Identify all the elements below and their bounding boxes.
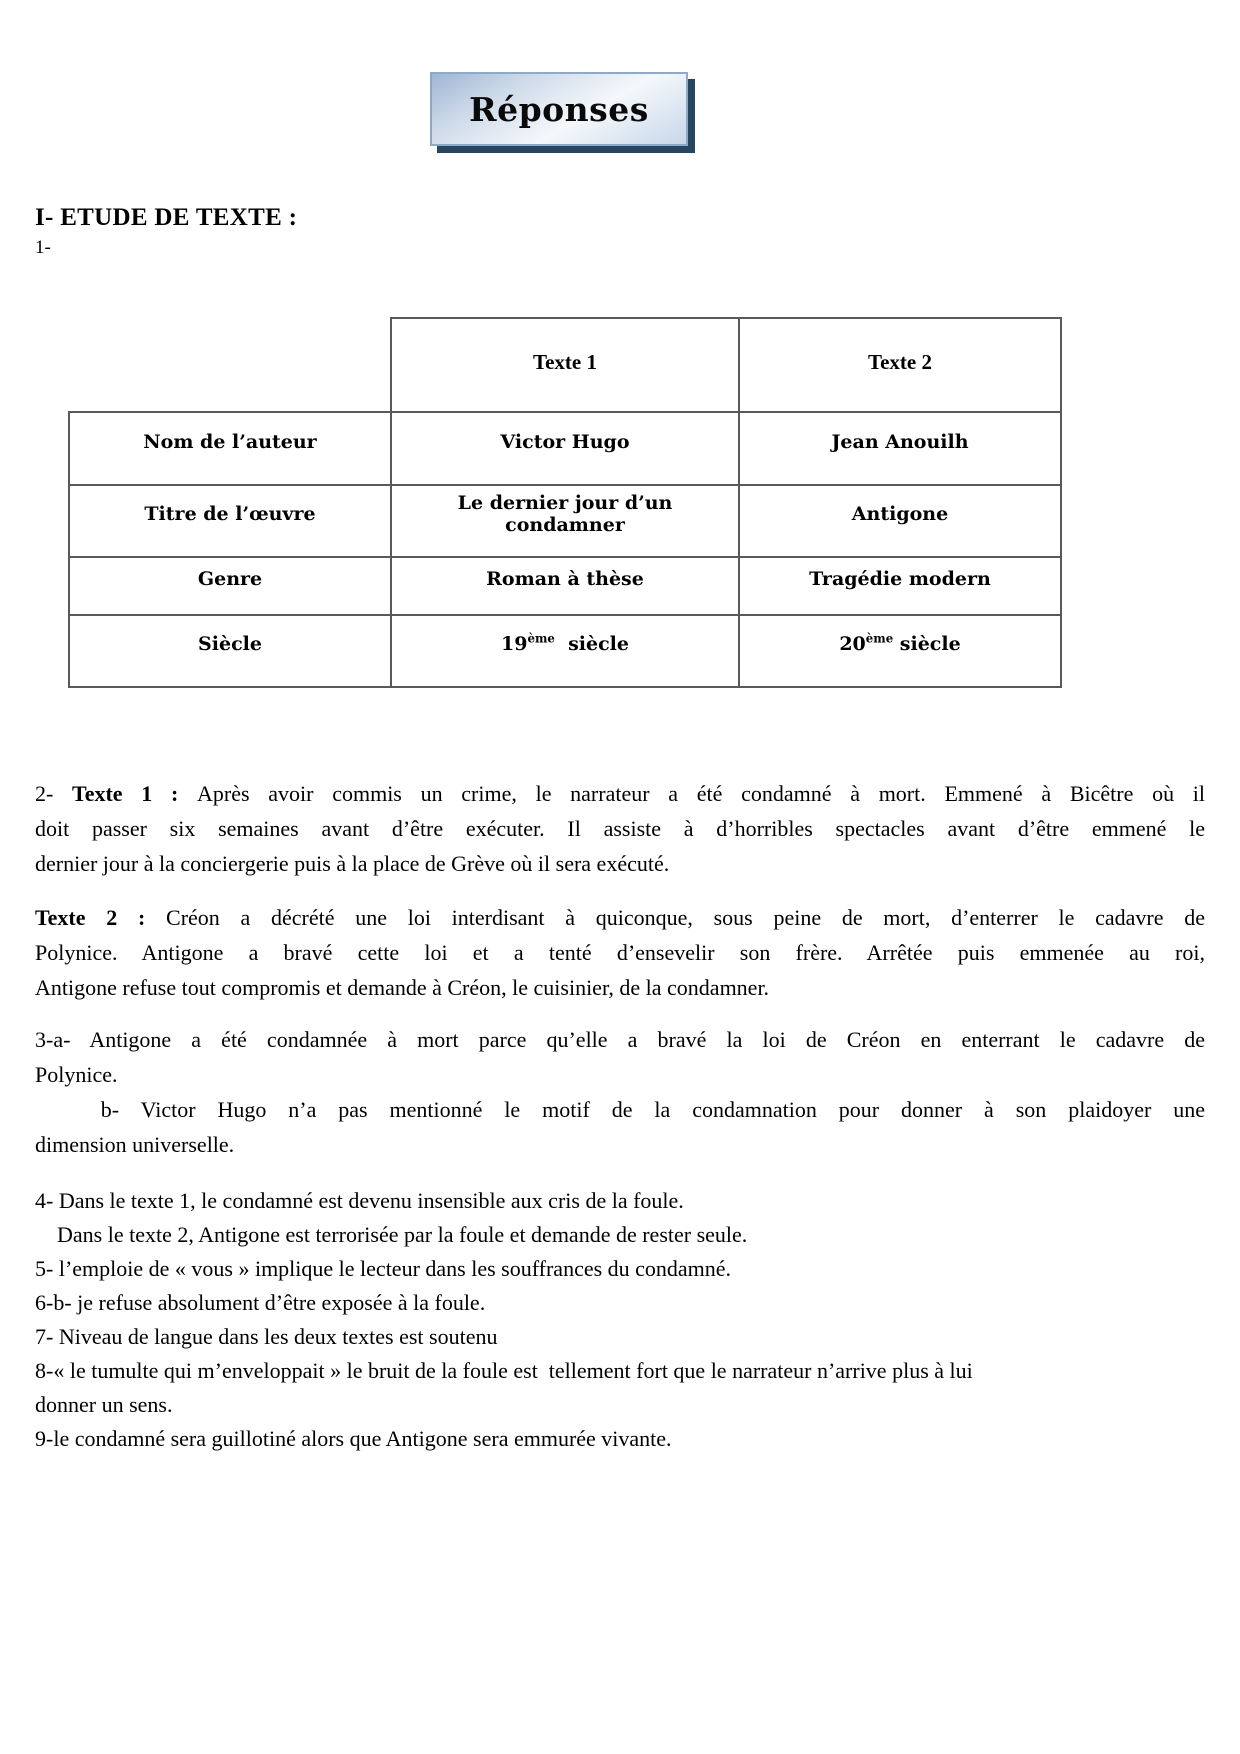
answer-line: donner un sens. [35, 1392, 173, 1417]
question-number: 1- [35, 237, 51, 258]
siecle-number: 20 [839, 633, 866, 655]
cell-siecle-texte1 [391, 615, 739, 687]
table-row-auteur [69, 412, 1061, 485]
texte2-label: Texte 2 : [35, 905, 167, 930]
answers-4-to-9 [35, 1184, 1205, 1456]
title-banner [430, 72, 688, 146]
answer-texte2 [35, 900, 1205, 1005]
cell-auteur-texte2: Jean Anouilh [739, 412, 1061, 485]
answers-section [35, 776, 1205, 1456]
row-label-genre: Genre [69, 557, 391, 615]
table-header-row [69, 318, 1061, 412]
row-label-auteur: Nom de l’auteur [69, 412, 391, 485]
page-title: Réponses [469, 89, 649, 129]
answer-3 [35, 1022, 1205, 1162]
answer-text: Créon a décrété une loi interdisant à quiconque, sous peine de mort, d’enterrer le cadavre de [166, 905, 1205, 930]
answer-line: 9-le condamné sera guillotiné alors que Antigone sera emmurée vivante. [35, 1426, 672, 1451]
cell-genre-texte2: Tragédie modern [739, 557, 1061, 615]
siecle-superscript: ème [527, 631, 555, 646]
answer-line: 8-« le tumulte qui m’enveloppait » le bruit de la foule est tellement fort que le narrateur n’arrive plus à lui [35, 1358, 973, 1383]
texte1-label: Texte 1 : [72, 781, 198, 806]
answer-2 [35, 776, 1205, 881]
answer-line: b- Victor Hugo n’a pas mentionné le motif de la condamnation pour donner à son plaidoyer une [35, 1097, 1205, 1122]
answer-number: 2- [35, 781, 73, 806]
row-label-siecle: Siècle [69, 615, 391, 687]
cell-titre-texte1: Le dernier jour d’un condamner [391, 485, 739, 557]
answer-line: Dans le texte 2, Antigone est terrorisée par la foule et demande de rester seule. [35, 1222, 748, 1247]
table-header-texte2: Texte 2 [739, 318, 1061, 412]
answer-line: 7- Niveau de langue dans les deux textes est soutenu [35, 1324, 498, 1349]
row-label-titre: Titre de l’œuvre [69, 485, 391, 557]
table-header-texte1: Texte 1 [391, 318, 739, 412]
answer-line: doit passer six semaines avant d’être exécuter. Il assiste à d’horribles spectacles avant d’être emmené le [35, 816, 1205, 841]
answer-line [35, 776, 1205, 811]
cell-genre-texte1: Roman à thèse [391, 557, 739, 615]
table-row-genre [69, 557, 1061, 615]
siecle-word: siècle [893, 633, 961, 655]
answer-line: Polynice. [35, 1062, 118, 1087]
answer-line [35, 900, 1205, 935]
cell-auteur-texte1: Victor Hugo [391, 412, 739, 485]
cell-titre-texte2: Antigone [739, 485, 1061, 557]
answer-line: 6-b- je refuse absolument d’être exposée à la foule. [35, 1290, 486, 1315]
answer-line: Antigone refuse tout compromis et demande à Créon, le cuisinier, de la condamner. [35, 975, 770, 1000]
cell-siecle-texte2 [739, 615, 1061, 687]
answer-line: 4- Dans le texte 1, le condamné est devenu insensible aux cris de la foule. [35, 1188, 684, 1213]
siecle-superscript: ème [865, 631, 894, 646]
answer-line: dimension universelle. [35, 1132, 235, 1157]
table-corner-cell [69, 318, 391, 412]
section-heading: I- ETUDE DE TEXTE : [35, 204, 298, 231]
table-row-titre [69, 485, 1061, 557]
answer-line: Polynice. Antigone a bravé cette loi et a tenté d’ensevelir son frère. Arrêtée puis emmenée au roi, [35, 940, 1205, 965]
table-row-siecle [69, 615, 1061, 687]
answer-line: dernier jour à la conciergerie puis à la place de Grève où il sera exécuté. [35, 851, 670, 876]
comparison-table [68, 317, 1062, 688]
answer-line: 5- l’emploie de « vous » implique le lecteur dans les souffrances du condamné. [35, 1256, 732, 1281]
answer-text: Après avoir commis un crime, le narrateur a été condamné à mort. Emmené à Bicêtre où il [197, 781, 1206, 806]
answer-line: 3-a- Antigone a été condamnée à mort parce qu’elle a bravé la loi de Créon en enterrant le cadavre de [35, 1027, 1205, 1052]
siecle-word: siècle [554, 633, 629, 655]
siecle-number: 19 [501, 633, 528, 655]
